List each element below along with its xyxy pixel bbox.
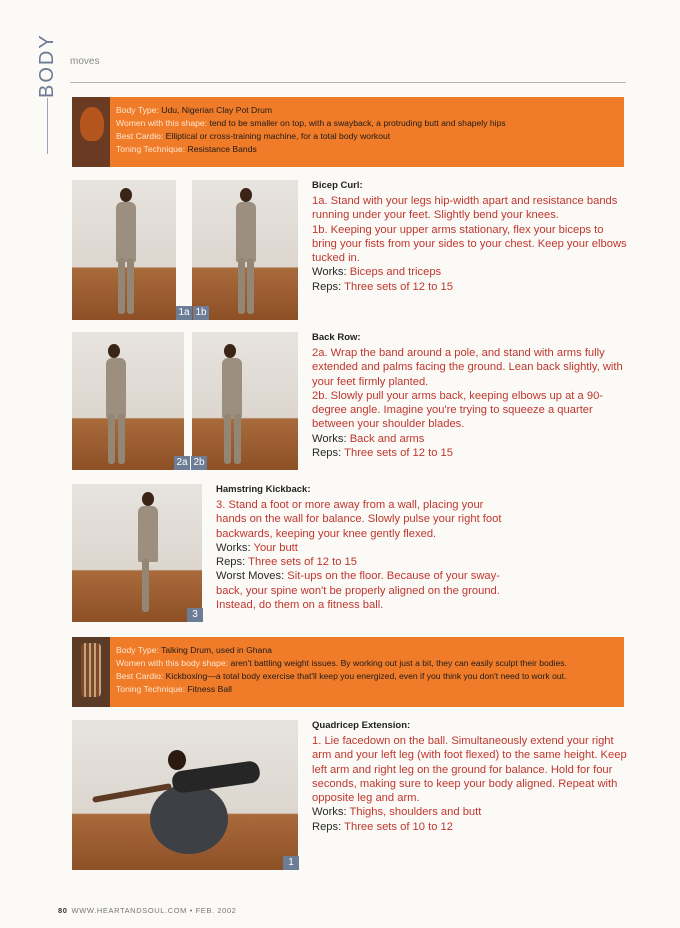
- banner-row: Women with this shape: tend to be smaller on top, with a swayback, a protruding butt and shapely hips: [116, 118, 506, 128]
- exercise-title: Hamstring Kickback:: [216, 484, 311, 495]
- page-footer: [58, 906, 236, 915]
- photo-label-badge: 1: [283, 856, 299, 870]
- banner-row: Toning Technique: Fitness Ball: [116, 684, 232, 694]
- udu-drum-image: [72, 97, 110, 167]
- exercise-title: Back Row:: [312, 332, 361, 343]
- photo-label-badge: 3: [187, 608, 203, 622]
- banner-row: Toning Technique: Resistance Bands: [116, 144, 257, 154]
- body-type-banner-udu: [72, 97, 624, 167]
- body-type-banner-talking-drum: [72, 637, 624, 707]
- talking-drum-image: [72, 637, 110, 707]
- banner-row: Body Type: Udu, Nigerian Clay Pot Drum: [116, 105, 273, 115]
- exercise-quadricep-extension: Quadricep Extension: 1. Lie facedown on the ball. Simultaneously extend your right arm and your left leg (with foot flexed) to the same height. Keep left arm and right leg on the ground for balance. Hold for four seconds, making sure to keep your body aligned. Repeat with opposite leg and arm. Works: Thighs, shoulders and butt Reps: Three sets of 10 to 12: [312, 720, 632, 834]
- exercise-back-row: Back Row: 2a. Wrap the band around a pole, and stand with arms fully extended and palms facing the ground. Lean back slightly, with your feet firmly planted. 2b. Slowly pull your arms back, keeping elbows up at a 90-degree angle. Imagine you're trying to squeeze a quarter between your shoulder blades. Works: Back and arms Reps: Three sets of 12 to 15: [312, 332, 628, 460]
- bicep-curl-photo-1b: [192, 180, 298, 320]
- banner-row: Best Cardio: Kickboxing—a total body exercise that'll keep you energized, even if you think you don't need to work out.: [116, 671, 567, 681]
- photo-label-badge: 1b: [193, 306, 209, 320]
- photo-label-badge: 2a: [174, 456, 190, 470]
- exercise-title: Quadricep Extension:: [312, 720, 411, 731]
- photo-label-badge: 2b: [191, 456, 207, 470]
- quadricep-extension-photo: [72, 720, 298, 870]
- back-row-photo-2b: [192, 332, 298, 470]
- side-rule: [47, 98, 48, 154]
- banner-row: Best Cardio: Elliptical or cross-training machine, for a total body workout: [116, 131, 391, 141]
- exercise-bicep-curl: Bicep Curl: 1a. Stand with your legs hip-width apart and resistance bands running under your feet. Slightly bend your knees. 1b. Keeping your upper arms stationary, flex your biceps to bring your fists from your sides to your chest. Keep your elbows tucked in. Works: Biceps and triceps Reps: Three sets of 12 to 15: [312, 180, 627, 293]
- back-row-photo-2a: [72, 332, 184, 470]
- section-label: moves: [70, 56, 100, 67]
- banner-row: Women with this body shape: aren't battling weight issues. By working out just a bit, they can easily sculpt their bodies.: [116, 658, 567, 668]
- exercise-hamstring-kickback: Hamstring Kickback: 3. Stand a foot or more away from a wall, placing your hands on the wall for balance. Slowly pulse your right foot backwards, keeping your knee gently flexed. Works: Your butt Reps: Three sets of 12 to 15 Worst Moves: Sit-ups on the floor. Because of your sway-back, your spine won't be properly aligned on the ground. Instead, do them on a fitness ball.: [216, 484, 512, 612]
- footer-url: WWW.HEARTANDSOUL.COM • FEB. 2002: [71, 906, 237, 915]
- side-title: BODY: [36, 33, 58, 98]
- page-number: 80: [58, 906, 68, 915]
- hamstring-kickback-photo: [72, 484, 202, 622]
- banner-row: Body Type: Talking Drum, used in Ghana: [116, 645, 272, 655]
- top-rule: [70, 82, 626, 83]
- exercise-title: Bicep Curl:: [312, 180, 363, 191]
- photo-label-badge: 1a: [176, 306, 192, 320]
- bicep-curl-photo-1a: [72, 180, 176, 320]
